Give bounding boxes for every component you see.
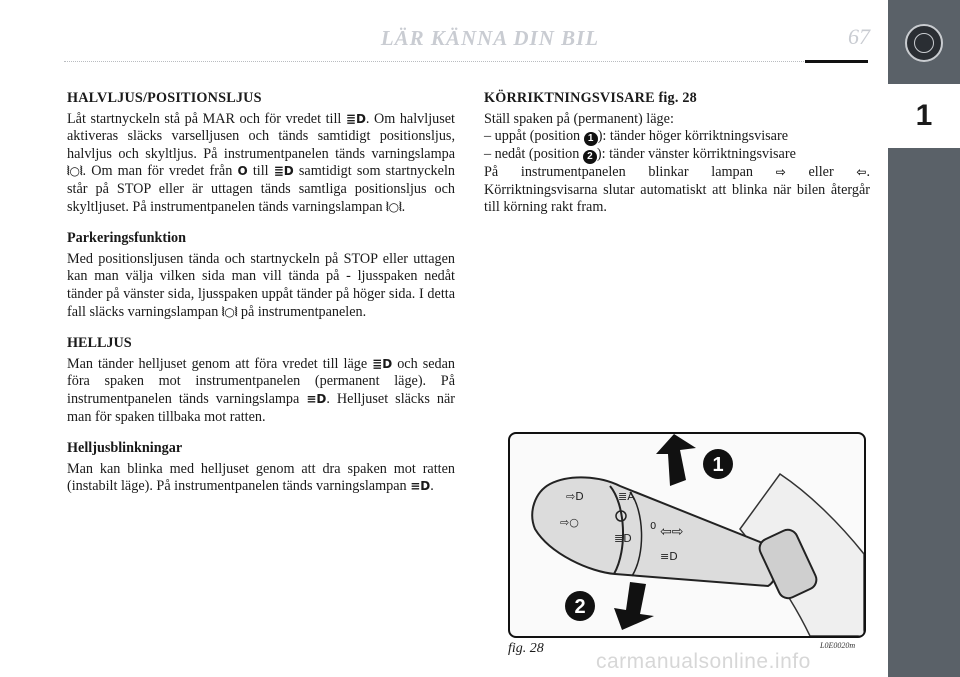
position-light-icon: ⦚○⦚ <box>67 164 83 179</box>
marker-symbol: 0 <box>650 521 657 532</box>
arrow-up <box>656 434 696 486</box>
arrow-down <box>614 582 654 630</box>
watermark: carmanualsonline.info <box>596 650 811 673</box>
low-beam-icon: ≣D <box>372 356 393 371</box>
chapter-tab[interactable] <box>888 84 960 148</box>
position-1-badge: 1 <box>584 132 598 146</box>
paragraph-flash: Man kan blinka med helljuset genom att dra spaken mot ratten (instabilt läge). På instrumentpanelen tänds varningslampan ≡D. <box>67 460 455 495</box>
header-title: LÄR KÄNNA DIN BIL <box>380 26 600 50</box>
right-column <box>484 90 870 217</box>
right-arrow-icon: ⇨ <box>775 165 786 180</box>
figure-28 <box>508 432 866 638</box>
chapter-number: 1 <box>915 99 933 132</box>
section-title-high-beam: HELLJUS <box>67 335 132 352</box>
off-position-icon: O <box>237 164 248 179</box>
high-beam-icon: ≡D <box>410 479 431 494</box>
position-2-badge: 2 <box>583 150 597 164</box>
section-title-parking: Parkeringsfunktion <box>67 230 187 247</box>
left-arrow-icon: ⇦ <box>856 165 867 180</box>
position-light-icon: ⦚○⦚ <box>221 304 238 319</box>
instruction-line: Ställ spaken på (permanent) läge: <box>484 110 674 127</box>
header-solid-rule <box>805 60 868 63</box>
position-light-icon: ⦚○⦚ <box>386 199 402 214</box>
section-title-low-beam: HALVLJUS/POSITIONSLJUS <box>67 90 262 106</box>
page-number: 67 <box>848 24 870 49</box>
label-2-text: 2 <box>574 596 586 618</box>
paragraph-high-beam: Man tänder helljuset genom att föra vredet till läge ≣D och sedan föra spaken mot instrumentpanelen (permanent läge). På instrumentpanelen tänds varningslampa ≡D. Helljuset släcks när man för spaken tillbaka mot ratten. <box>67 355 455 425</box>
figure-caption: fig. 28 <box>508 641 544 656</box>
label-1-text: 1 <box>712 454 724 476</box>
dip-symbol: ≣D <box>614 532 632 545</box>
turn-arrows-symbol: ⇦⇨ <box>660 524 684 540</box>
low-beam-icon: ≣D <box>273 164 294 179</box>
figure-code: L0E0020m <box>820 641 856 650</box>
low-beam-symbol: ⇨D <box>566 490 584 503</box>
section-title-flash: Helljusblinkningar <box>67 440 183 457</box>
paragraph-turn-signals: På instrumentpanelen blinkar lampan ⇨ eller ⇦. Körriktningsvisarna slutar automatiskt att blinka när bilen återgår till körning rakt fram. <box>484 164 871 216</box>
list-item-up: – uppåt (position 1 ): tänder höger körriktningsvisare <box>484 128 788 145</box>
low-beam-icon: ≣D <box>345 111 366 126</box>
lancia-logo-icon <box>905 24 943 62</box>
auto-light-symbol: ≣A <box>618 490 635 503</box>
high-beam-icon: ≡D <box>306 391 327 406</box>
section-title-turn-signals: KÖRRIKTNINGSVISARE fig. 28 <box>484 90 697 106</box>
high-beam-symbol: ≡D <box>660 550 678 563</box>
parking-light-symbol: ⇨○ <box>560 516 579 529</box>
header-dotted-rule <box>64 61 804 62</box>
left-column <box>67 90 455 496</box>
paragraph-parking: Med positionsljusen tända och startnyckeln på STOP eller uttagen kan man välja vilken sida man vill tända på - ljusspaken nedåt tänder på vänster sida, ljusspaken uppåt tänder på höger sida. I detta fall släcks varningslampan ⦚○⦚ på instrumentpanelen. <box>67 250 455 320</box>
paragraph-low-beam: Låt startnyckeln stå på MAR och för vredet till ≣D. Om halvljuset aktiveras släcks varselljusen och tänds samtidigt positionsljus, halvljus och skyltljus. På instrumentpanelen tänds varningslampa ⦚○⦚. Om man för vredet från O till ≣D samtidigt som startnyckeln står på STOP eller är uttagen tänds samtliga positionsljus och skyltljuset. På instrumentpanelen tänds varningslampan ⦚○⦚. <box>67 110 455 215</box>
list-item-down: – nedåt (position 2 ): tänder vänster körriktningsvisare <box>484 146 796 163</box>
stalk-illustration <box>510 434 864 636</box>
